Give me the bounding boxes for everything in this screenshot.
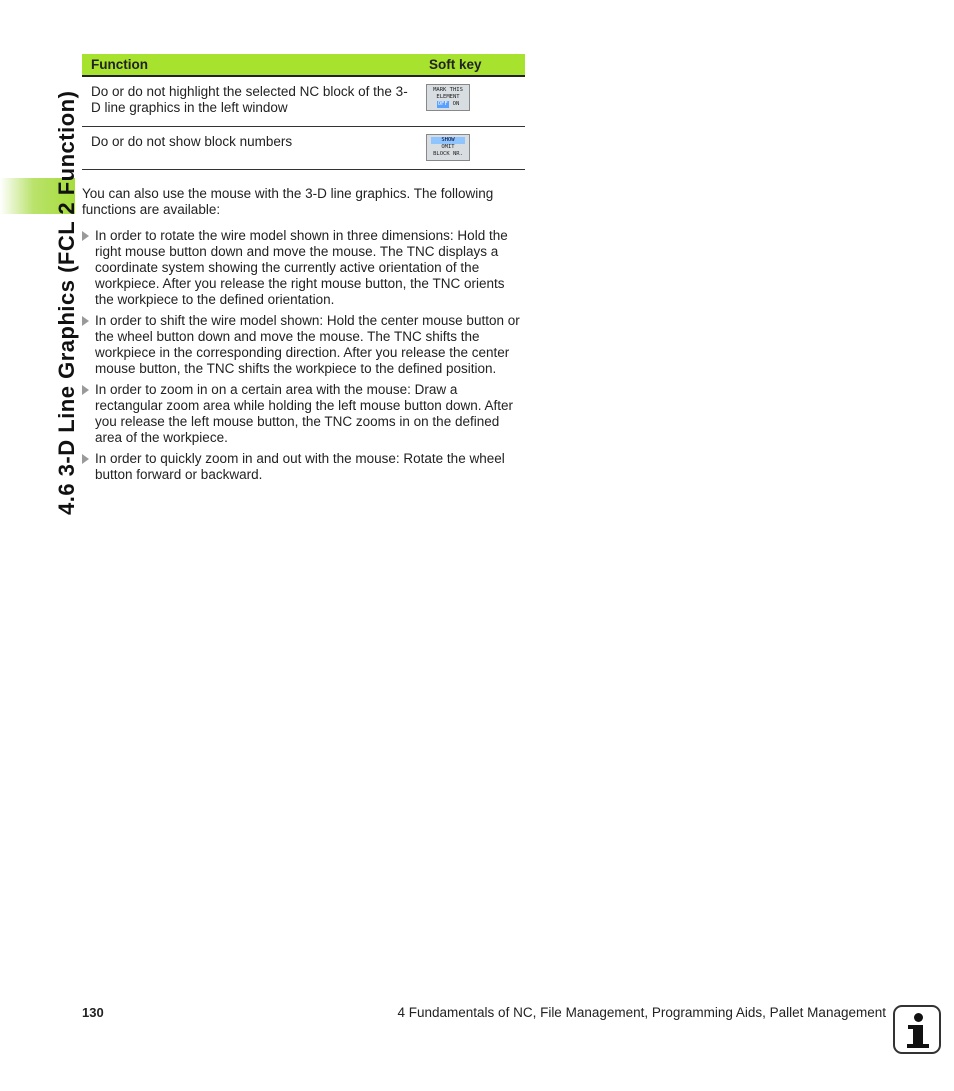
table-row [82, 76, 525, 127]
chapter-footer: 4 Fundamentals of NC, File Management, Programming Aids, Pallet Management [397, 1005, 886, 1020]
list-item [82, 382, 525, 446]
function-table [82, 54, 525, 170]
header-function: Function [82, 54, 420, 76]
list-item-text: In order to rotate the wire model shown in three dimensions: Hold the right mouse button down and move the mouse. The TNC displays a coordinate system showing the currently active orientation of the workpiece. After you release the right mouse button, the TNC orients the workpiece to the defined orientation. [95, 228, 508, 307]
table-row [82, 127, 525, 170]
mouse-function-list [82, 228, 525, 483]
list-item [82, 451, 525, 483]
function-description: Do or do not show block numbers [82, 127, 420, 170]
softkey-option-omit: OMIT [441, 144, 455, 150]
info-icon-dot [914, 1013, 923, 1022]
softkey-label: BLOCK NR. [433, 151, 463, 157]
softkey-cell [420, 127, 525, 170]
triangle-right-icon [82, 231, 89, 241]
list-item [82, 313, 525, 377]
header-softkey: Soft key [420, 54, 525, 76]
list-item-text: In order to quickly zoom in and out with the mouse: Rotate the wheel button forward or backward. [95, 451, 505, 482]
function-description: Do or do not highlight the selected NC block of the 3-D line graphics in the left window [82, 76, 420, 127]
triangle-right-icon [82, 316, 89, 326]
page-number: 130 [82, 1005, 104, 1020]
softkey-cell [420, 76, 525, 127]
softkey-option-on: ON [452, 101, 460, 107]
section-title-vertical: 4.6 3-D Line Graphics (FCL 2 Function) [54, 90, 79, 515]
softkey-option-off: OFF [437, 101, 448, 107]
list-item-text: In order to zoom in on a certain area with the mouse: Draw a rectangular zoom area while holding the left mouse button down. After you release the left mouse button, the TNC zooms in on the defined area of the workpiece. [95, 382, 513, 445]
main-content [82, 54, 525, 488]
intro-paragraph: You can also use the mouse with the 3-D line graphics. The following functions are available: [82, 186, 494, 217]
info-icon-serif-bottom [907, 1044, 929, 1048]
list-item-text: In order to shift the wire model shown: Hold the center mouse button or the wheel button down and move the mouse. The TNC shifts the workpiece in the corresponding direction. After you release the center mouse button, the TNC shifts the workpiece to the defined position. [95, 313, 520, 376]
table-header-row [82, 54, 525, 76]
softkey-label: ELEMENT [436, 94, 460, 100]
triangle-right-icon [82, 454, 89, 464]
softkey-option-show: SHOW [431, 137, 465, 144]
triangle-right-icon [82, 385, 89, 395]
info-icon [893, 1005, 941, 1054]
list-item [82, 228, 525, 308]
mark-element-softkey[interactable] [426, 84, 470, 111]
softkey-label: MARK THIS [433, 87, 463, 93]
block-number-softkey[interactable] [426, 134, 470, 161]
